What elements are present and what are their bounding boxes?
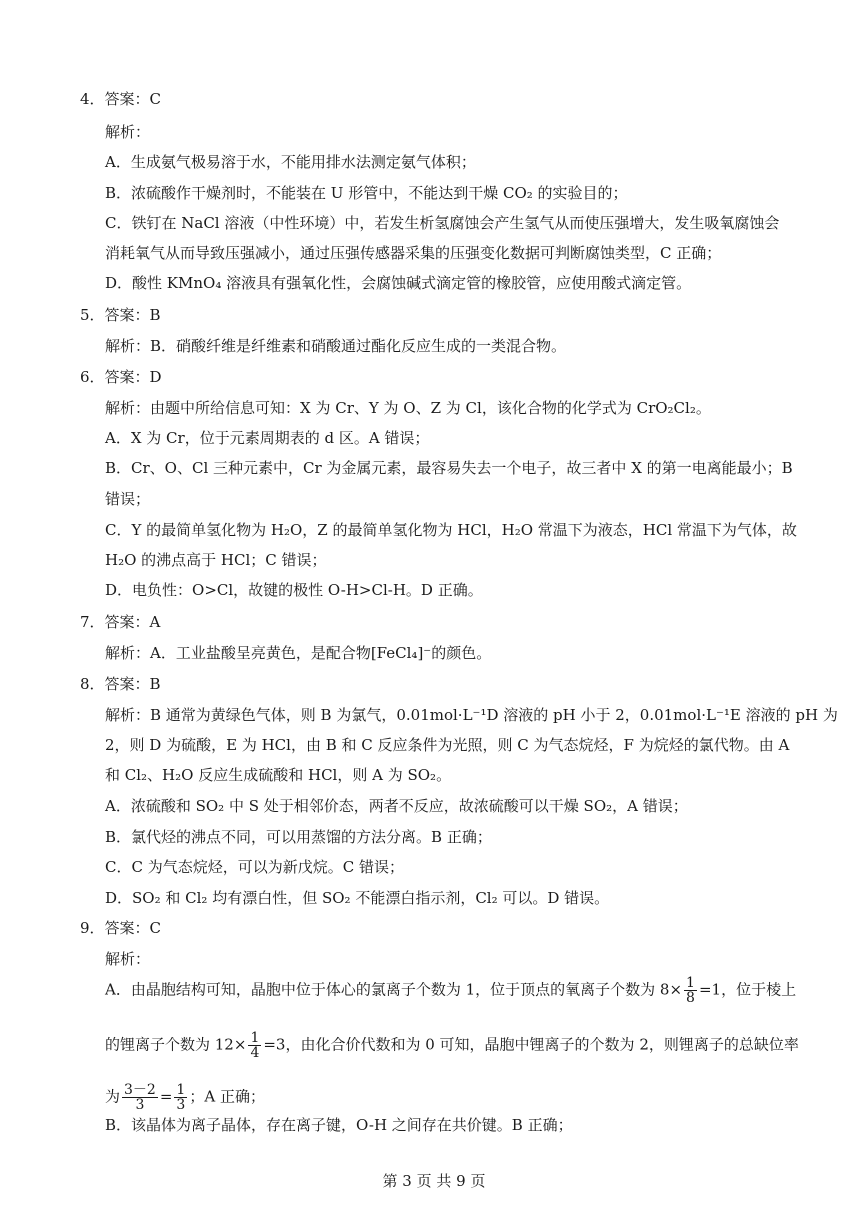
q8-answer: 8．答案：B	[80, 675, 161, 693]
q6-option-b-cont: 错误；	[105, 490, 151, 508]
q6-answer: 6．答案：D	[80, 368, 162, 386]
q9-option-b: B．该晶体为离子晶体，存在离子键，O-H 之间存在共价键。B 正确；	[105, 1116, 573, 1134]
q4-option-d: D．酸性 KMnO₄ 溶液具有强氧化性，会腐蚀碱式滴定管的橡胶管，应使用酸式滴定管。	[105, 274, 692, 292]
q8-option-b: B．氯代烃的沸点不同，可以用蒸馏的方法分离。B 正确；	[105, 828, 492, 846]
q6-option-a: A．X 为 Cr，位于元素周期表的 d 区。A 错误；	[105, 429, 430, 447]
fraction-numerator: 3－2	[124, 1082, 156, 1098]
fraction-one-third	[174, 1083, 187, 1112]
q4-option-c: C．铁钉在 NaCl 溶液（中性环境）中，若发生析氢腐蚀会产生氢气从而使压强增大，发生吸氧腐蚀会	[105, 214, 780, 232]
q6-option-d: D．电负性：O>Cl，故键的极性 O-H>Cl-H。D 正确。	[105, 581, 483, 599]
equals-sign: =	[159, 1087, 173, 1106]
q4-option-b: B．浓硫酸作干燥剂时，不能装在 U 形管中，不能达到干燥 CO₂ 的实验目的；	[105, 184, 628, 202]
q6-option-b: B．Cr、O、Cl 三种元素中，Cr 为金属元素，最容易失去一个电子，故三者中 X 的第一电离能最小；B	[105, 459, 793, 477]
q9-option-a-cont-1	[105, 1031, 799, 1060]
q9-a-text-4: =3，由化合价代数和为 0 可知，晶胞中锂离子的个数为 2，则锂离子的总缺位率	[263, 1035, 799, 1054]
q7-answer: 7．答案：A	[80, 613, 161, 631]
q4-answer: 4．答案：C	[80, 90, 162, 108]
q8-option-a: A．浓硫酸和 SO₂ 中 S 处于相邻价态，两者不反应，故浓硫酸可以干燥 SO₂，A 错误；	[105, 797, 688, 815]
q8-analysis-cont-2: 和 Cl₂、H₂O 反应生成硫酸和 HCl，则 A 为 SO₂。	[105, 766, 452, 784]
q8-analysis-cont-1: 2，则 D 为硫酸，E 为 HCl，由 B 和 C 反应条件为光照，则 C 为气态烷烃，F 为烷烃的氯代物。由 A	[105, 736, 790, 754]
q9-a-text-3: 的锂离子个数为 12×	[105, 1035, 247, 1054]
fraction-numerator: 1	[176, 1082, 186, 1098]
fraction-denominator: 8	[686, 990, 695, 1006]
q9-option-a-cont-2	[105, 1083, 265, 1112]
q9-option-a	[105, 976, 796, 1005]
fraction-numerator: 1	[250, 1030, 260, 1046]
q6-option-c: C．Y 的最简单氢化物为 H₂O，Z 的最简单氢化物为 HCl，H₂O 常温下为液态，HCl 常温下为气体，故	[105, 521, 797, 539]
fraction-one-quarter	[248, 1031, 261, 1060]
fraction-denominator: 3	[135, 1097, 145, 1113]
q4-analysis-label: 解析：	[105, 123, 151, 141]
q8-option-d: D．SO₂ 和 Cl₂ 均有漂白性，但 SO₂ 不能漂白指示剂，Cl₂ 可以。D 错误。	[105, 889, 610, 907]
q5-answer: 5．答案：B	[80, 306, 161, 324]
q5-analysis: 解析：B．硝酸纤维是纤维素和硝酸通过酯化反应生成的一类混合物。	[105, 337, 567, 355]
q9-a-text-5: 为	[105, 1087, 121, 1106]
fraction-vacancy-rate	[122, 1083, 158, 1112]
page-footer: 第 3 页 共 9 页	[382, 1172, 486, 1190]
q9-analysis-label: 解析：	[105, 950, 151, 968]
q4-option-c-cont: 消耗氧气从而导致压强减小，通过压强传感器采集的压强变化数据可判断腐蚀类型，C 正确；	[105, 244, 722, 262]
q6-option-c-cont: H₂O 的沸点高于 HCl；C 错误；	[105, 551, 327, 569]
fraction-denominator: 3	[176, 1097, 186, 1113]
q9-a-text-6: ；A 正确；	[189, 1087, 265, 1106]
fraction-numerator: 1	[686, 975, 695, 991]
q9-answer: 9．答案：C	[80, 919, 162, 937]
fraction-denominator: 4	[250, 1045, 260, 1061]
q9-a-text-2: =1，位于棱上	[698, 980, 797, 999]
q7-analysis: 解析：A．工业盐酸呈亮黄色，是配合物[FeCl₄]⁻的颜色。	[105, 644, 492, 662]
fraction-one-eighth	[684, 976, 697, 1005]
q4-option-a: A．生成氨气极易溶于水，不能用排水法测定氨气体积；	[105, 153, 476, 171]
q6-analysis: 解析：由题中所给信息可知：X 为 Cr、Y 为 O、Z 为 Cl，该化合物的化学式为 CrO₂Cl₂。	[105, 399, 711, 417]
q9-a-text-1: A．由晶胞结构可知，晶胞中位于体心的氯离子个数为 1，位于顶点的氧离子个数为 8×	[105, 980, 683, 999]
q8-analysis: 解析：B 通常为黄绿色气体，则 B 为氯气，0.01mol·L⁻¹D 溶液的 pH 小于 2，0.01mol·L⁻¹E 溶液的 pH 为	[105, 706, 838, 724]
q8-option-c: C．C 为气态烷烃，可以为新戊烷。C 错误；	[105, 858, 404, 876]
